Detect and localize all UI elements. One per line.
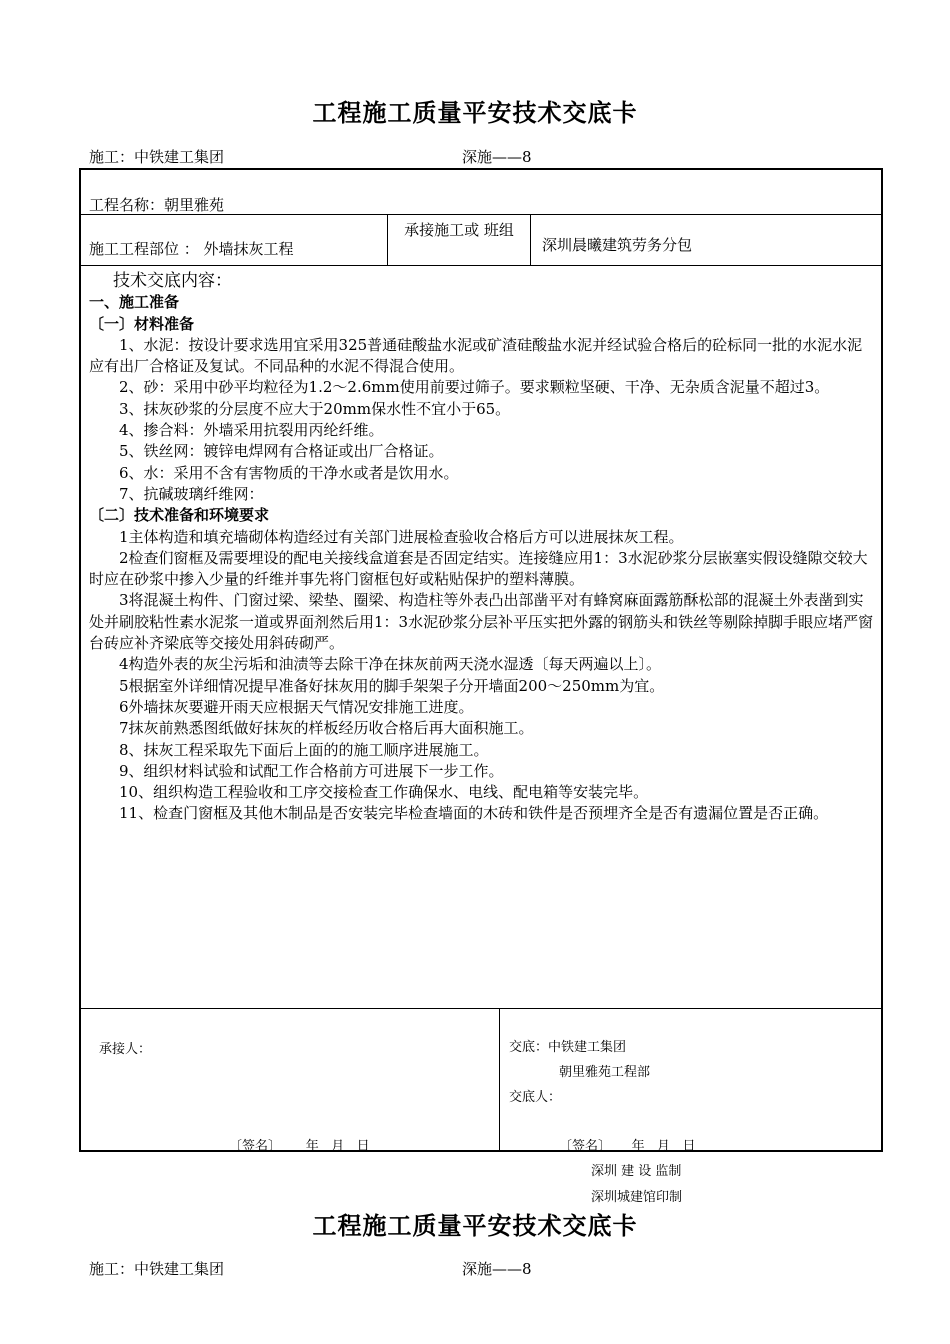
list-item: 11、检查门窗框及其他木制品是否安装完毕检查墙面的木砖和铁件是否预埋齐全是否有遗漏位置是否正确。 xyxy=(119,804,829,823)
list-item: 9、组织材料试验和试配工作合格前方可进展下一步工作。 xyxy=(119,761,504,780)
contractor-value: 深圳晨曦建筑劳务分包 xyxy=(542,236,693,254)
supervisor-note: 深圳 建 设 监制 xyxy=(591,1164,682,1179)
list-item: 2、砂：采用中砂平均粒径为1.2～2.6mm使用前要过筛子。要求颗粒坚硬、干净、无杂质含泥量不超过3。 xyxy=(119,378,830,397)
list-item: 8、抹灰工程采取先下面后上面的的施工顺序进展施工。 xyxy=(119,740,489,759)
list-item: 3将混凝土构件、门窗过梁、梁垫、圈梁、构造柱等外表凸出部凿平对有蜂窝麻面露筋酥松部的混凝土外表凿到实处并刷胶粘性素水泥浆一道或界面剂然后用1：3水泥砂浆分层补平压实把外露的钢筋头和铁丝等剔除掉脚手眼应堵严窗台砖应补齐梁底等交接处用斜砖砌严。 xyxy=(89,591,874,653)
list-item: 5根据室外详细情况提早准备好抹灰用的脚手架架子分开墙面200～250mm为宜。 xyxy=(119,676,665,695)
document-code: 深施——8 xyxy=(462,148,532,166)
printer-note: 深圳城建馆印制 xyxy=(591,1190,683,1205)
list-item: 7、抗碱玻璃纤维网： xyxy=(119,484,264,503)
subsection-heading: 〔一〕材料准备 xyxy=(89,314,195,333)
section-heading: 一、施工准备 xyxy=(89,293,180,312)
receiver-signature-date: 〔签名〕 年 月 日 xyxy=(229,1139,370,1154)
list-item: 3、抹灰砂浆的分层度不应大于20mm保水性不宜小于65。 xyxy=(119,399,511,418)
project-name: 工程名称：朝里雅苑 xyxy=(89,196,225,214)
page-title-repeat: 工程施工质量平安技术交底卡 xyxy=(312,1212,638,1240)
disclosure-form xyxy=(79,168,883,1152)
contractor-label: 承接施工或 班组 xyxy=(404,221,514,239)
issuer-department: 朝里雅苑工程部 xyxy=(559,1065,651,1080)
list-item: 1、水泥：按设计要求选用宜采用325普通硅酸盐水泥或矿渣硅酸盐水泥并经试验合格后的砼标同一批的水泥水泥应有出厂合格证及复试。不同品种的水泥不得混合使用。 xyxy=(89,335,863,376)
list-item: 1主体构造和填充墙砌体构造经过有关部门进展检查验收合格后方可以进展抹灰工程。 xyxy=(119,527,684,546)
disclosure-content xyxy=(89,271,875,825)
content-intro: 技术交底内容： xyxy=(113,271,232,291)
divider xyxy=(81,1008,881,1009)
list-item: 4构造外表的灰尘污垢和油渍等去除干净在抹灰前两天浇水湿透〔每天两遍以上〕。 xyxy=(119,655,662,674)
list-item: 2检查们窗框及需要埋设的配电关接线盒道套是否固定结实。连接缝应用1：3水泥砂浆分层嵌塞实假设缝隙交较大时应在砂浆中掺入少量的纤维并事先将门窗框包好或粘贴保护的塑料薄膜。 xyxy=(89,548,868,589)
list-item: 7抹灰前熟悉图纸做好抹灰的样板经历收合格后再大面积施工。 xyxy=(119,719,534,738)
construction-company: 施工：中铁建工集团 xyxy=(89,148,225,166)
divider xyxy=(387,214,388,265)
issuer-signature-date: 〔签名〕 年 月 日 xyxy=(559,1139,696,1154)
construction-part: 施工工程部位 ： 外墙抹灰工程 xyxy=(89,240,294,258)
page-title: 工程施工质量平安技术交底卡 xyxy=(312,99,638,127)
receiver-label: 承接人： xyxy=(99,1042,152,1057)
issuer-company: 交底：中铁建工集团 xyxy=(509,1040,627,1055)
document-code-repeat: 深施——8 xyxy=(462,1260,532,1278)
list-item: 6外墙抹灰要避开雨天应根据天气情况安排施工进度。 xyxy=(119,697,474,716)
list-item: 6、水：采用不含有害物质的干净水或者是饮用水。 xyxy=(119,463,459,482)
construction-company-repeat: 施工：中铁建工集团 xyxy=(89,1260,225,1278)
divider xyxy=(81,265,881,266)
list-item: 4、掺合料：外墙采用抗裂用丙纶纤维。 xyxy=(119,421,384,440)
list-item: 10、组织构造工程验收和工序交接检查工作确保水、电线、配电箱等安装完毕。 xyxy=(119,783,649,802)
divider xyxy=(499,1008,500,1152)
issuer-person-label: 交底人： xyxy=(509,1090,562,1105)
list-item: 5、铁丝网：镀锌电焊网有合格证或出厂合格证。 xyxy=(119,442,444,461)
divider xyxy=(530,214,531,265)
subsection-heading: 〔二〕技术准备和环境要求 xyxy=(89,506,270,525)
